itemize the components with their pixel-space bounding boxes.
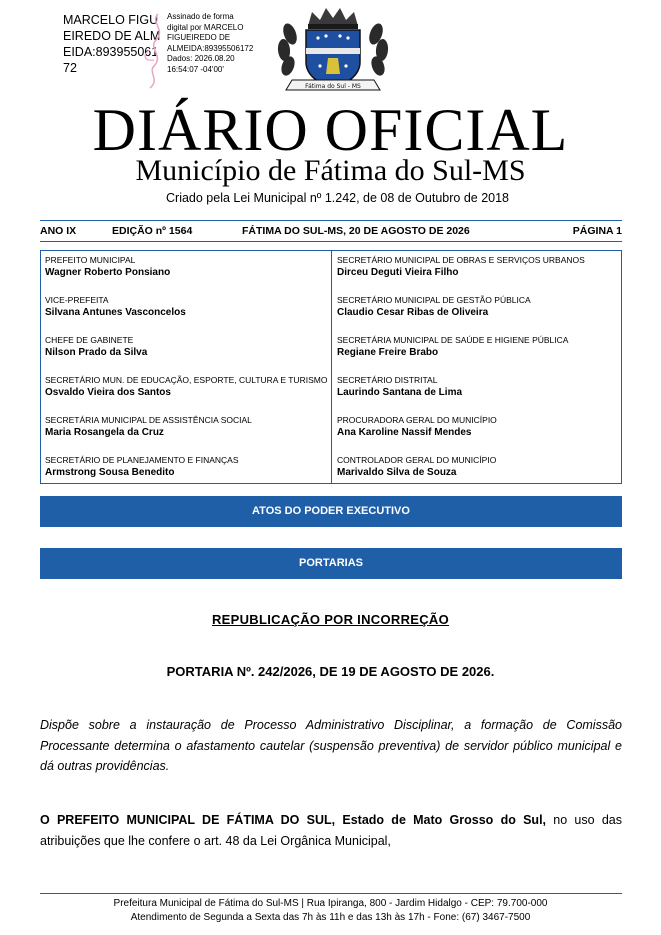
official-role: PROCURADORA GERAL DO MUNICÍPIO [337, 415, 497, 425]
portaria-title: PORTARIA Nº. 242/2026, DE 19 DE AGOSTO DE 2026. [166, 664, 495, 679]
edition-year: ANO IX [40, 225, 77, 237]
official-name: Armstrong Sousa Benedito [45, 467, 175, 478]
edition-top-rule [40, 220, 622, 221]
ementa-text: Dispõe sobre a instauração de Processo Administrativo Disciplinar, a formação de Comissão Processante determina o afastamento cautelar (suspensão preventiva) de servidor público municipal e dá outras providências. [40, 718, 622, 773]
official-role: SECRETÁRIO MUNICIPAL DE GESTÃO PÚBLICA [337, 295, 531, 305]
page-title: DIÁRIO OFICIAL [92, 97, 569, 163]
footer-hours: Atendimento de Segunda a Sexta das 7h às 11h e das 13h às 17h - Fone: (67) 3467-7500 [130, 912, 531, 923]
official-entry [337, 335, 622, 359]
crest-ribbon-text: Fátima do Sul - MS [305, 83, 361, 90]
official-entry [45, 415, 330, 439]
edition-bar [40, 223, 622, 239]
signature-detail-line: ALMEIDA:89395506172 [167, 43, 254, 53]
signature-detail-line: FIGUEIREDO DE [167, 33, 231, 42]
officials-table [40, 250, 622, 484]
officials-divider [331, 251, 332, 483]
official-name: Marivaldo Silva de Souza [337, 467, 457, 478]
preamble-paragraph [40, 810, 622, 851]
edition-number: EDIÇÃO nº 1564 [112, 225, 193, 237]
official-entry [337, 455, 622, 479]
creation-law: Criado pela Lei Municipal nº 1.242, de 08 de Outubro de 2018 [166, 191, 509, 205]
signature-detail-line: Dados: 2026.08.20 [167, 54, 235, 63]
official-name: Nilson Prado da Silva [45, 347, 148, 358]
official-entry [337, 255, 622, 279]
signature-flourish-icon [120, 10, 170, 90]
footer-address: Prefeitura Municipal de Fátima do Sul-MS | Rua Ipiranga, 800 - Jardim Hidalgo - CEP: 79.700-000 [113, 898, 548, 909]
coat-of-arms-icon [268, 4, 398, 96]
edition-page: PÁGINA 1 [572, 225, 622, 237]
official-role: SECRETÁRIO DE PLANEJAMENTO E FINANÇAS [45, 455, 239, 465]
republication-heading: REPUBLICAÇÃO POR INCORREÇÃO [211, 612, 450, 627]
official-name: Osvaldo Vieira dos Santos [45, 387, 171, 398]
official-entry [45, 255, 330, 279]
official-role: SECRETÁRIA MUNICIPAL DE SAÚDE E HIGIENE PÚBLICA [337, 335, 569, 345]
official-entry [45, 295, 330, 319]
official-role: SECRETÁRIO DISTRITAL [337, 375, 438, 385]
official-entry [337, 295, 622, 319]
signer-name: MARCELO FIGUEIREDO DE ALMEIDA:89395506172 [63, 13, 161, 75]
footer-rule [40, 893, 622, 894]
official-role: CHEFE DE GABINETE [45, 335, 134, 345]
official-entry [45, 375, 330, 399]
signature-detail-line: digital por MARCELO [167, 22, 244, 32]
official-name: Regiane Freire Brabo [337, 347, 439, 358]
official-role: VICE-PREFEITA [45, 295, 109, 305]
page-subtitle: Município de Fátima do Sul-MS [135, 154, 526, 187]
official-entry [337, 415, 622, 439]
signature-detail-line: Assinado de forma [167, 12, 234, 21]
official-role: SECRETÁRIO MUNICIPAL DE OBRAS E SERVIÇOS URBANOS [337, 255, 585, 265]
signature-detail-line: 16:54:07 -04'00' [167, 64, 224, 74]
official-name: Maria Rosangela da Cruz [45, 427, 164, 438]
section-bar-portarias: PORTARIAS [40, 548, 622, 579]
edition-place-date: FÁTIMA DO SUL-MS, 20 DE AGOSTO DE 2026 [242, 225, 470, 237]
signature-details [167, 12, 267, 75]
preamble-rest: no uso das atribuições que lhe confere o art. 48 da Lei Orgânica Municipal, [40, 813, 622, 848]
official-name: Wagner Roberto Ponsiano [45, 267, 171, 278]
official-role: SECRETÁRIA MUNICIPAL DE ASSISTÊNCIA SOCIAL [45, 415, 252, 425]
preamble-bold: O PREFEITO MUNICIPAL DE FÁTIMA DO SUL, Estado de Mato Grosso do Sul, [40, 813, 547, 827]
official-entry [45, 455, 330, 479]
official-name: Laurindo Santana de Lima [337, 387, 463, 398]
official-name: Ana Karoline Nassif Mendes [337, 427, 472, 438]
official-name: Dirceu Deguti Vieira Filho [337, 267, 459, 278]
section-bar-acts: ATOS DO PODER EXECUTIVO [40, 496, 622, 527]
official-entry [45, 335, 330, 359]
official-role: PREFEITO MUNICIPAL [45, 255, 136, 265]
official-entry [337, 375, 622, 399]
official-role: CONTROLADOR GERAL DO MUNICÍPIO [337, 455, 497, 465]
official-name: Silvana Antunes Vasconcelos [45, 307, 186, 318]
edition-bottom-rule [40, 241, 622, 242]
official-name: Claudio Cesar Ribas de Oliveira [337, 307, 489, 318]
official-role: SECRETÁRIO MUN. DE EDUCAÇÃO, ESPORTE, CULTURA E TURISMO [45, 375, 328, 385]
